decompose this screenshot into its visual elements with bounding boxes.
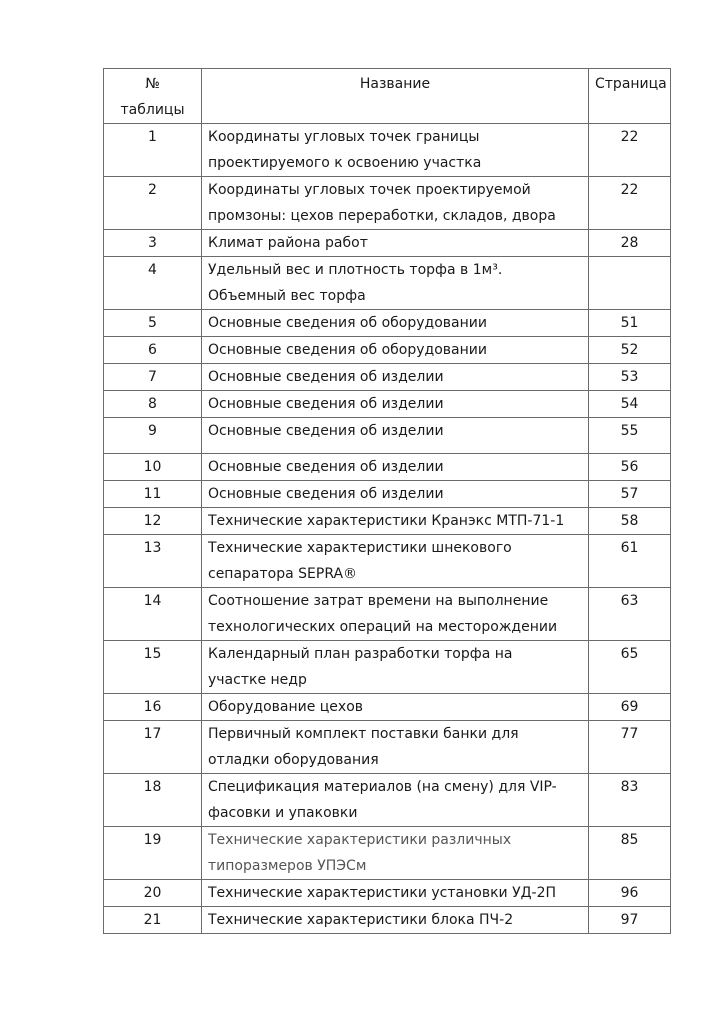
row-page-cell <box>589 337 671 364</box>
row-title-cell <box>202 641 589 694</box>
table-row <box>104 418 671 454</box>
table-row <box>104 257 671 310</box>
row-page-number: 96 <box>620 885 639 901</box>
table-row <box>104 694 671 721</box>
row-number: 10 <box>143 459 162 475</box>
row-page-number: 83 <box>620 779 639 795</box>
row-page-cell <box>589 230 671 257</box>
row-number: 14 <box>143 593 162 609</box>
row-title-cell <box>202 481 589 508</box>
row-page-cell <box>589 641 671 694</box>
row-page-cell <box>589 588 671 641</box>
header-number-cell <box>104 69 202 124</box>
row-title-line: сепаратора SEPRA® <box>208 566 358 582</box>
row-title-line: Оборудование цехов <box>208 699 364 715</box>
row-number-cell <box>104 535 202 588</box>
table-body <box>104 69 671 934</box>
row-title-line: Технические характеристики Кранэкс МТП-71-1 <box>208 513 565 529</box>
header-number-label: таблицы <box>120 102 185 118</box>
row-title-cell <box>202 535 589 588</box>
row-number-cell <box>104 337 202 364</box>
row-title-line: Удельный вес и плотность торфа в 1м³. <box>208 262 503 278</box>
row-title-line: Координаты угловых точек границы <box>208 129 480 145</box>
row-page-number: 77 <box>620 726 639 742</box>
row-number: 15 <box>143 646 162 662</box>
row-page-number: 97 <box>620 912 639 928</box>
row-title-line: Первичный комплект поставки банки для <box>208 726 519 742</box>
row-title-line: Климат района работ <box>208 235 368 251</box>
row-page-cell <box>589 721 671 774</box>
row-title-cell <box>202 774 589 827</box>
table-row <box>104 454 671 481</box>
row-title-line: Технические характеристики различных <box>208 832 512 848</box>
row-number-cell <box>104 508 202 535</box>
row-page-cell <box>589 907 671 934</box>
row-title-line: Основные сведения об изделии <box>208 486 444 502</box>
row-title-line: Технические характеристики блока ПЧ-2 <box>208 912 514 928</box>
row-title-cell <box>202 454 589 481</box>
row-number: 21 <box>143 912 162 928</box>
row-title-cell <box>202 827 589 880</box>
row-title-cell <box>202 508 589 535</box>
row-number: 18 <box>143 779 162 795</box>
row-page-cell <box>589 508 671 535</box>
row-page-number: 85 <box>620 832 639 848</box>
row-number: 4 <box>148 262 157 278</box>
row-title-cell <box>202 721 589 774</box>
row-title-cell <box>202 588 589 641</box>
row-title-cell <box>202 257 589 310</box>
row-number-cell <box>104 880 202 907</box>
row-title-line: Основные сведения об оборудовании <box>208 342 487 358</box>
table-row <box>104 588 671 641</box>
row-page-number: 56 <box>620 459 639 475</box>
row-page-cell <box>589 391 671 418</box>
row-title-line: Основные сведения об оборудовании <box>208 315 487 331</box>
row-title-cell <box>202 880 589 907</box>
row-title-line: Соотношение затрат времени на выполнение <box>208 593 549 609</box>
row-page-cell <box>589 124 671 177</box>
table-row <box>104 827 671 880</box>
row-page-number: 52 <box>620 342 639 358</box>
row-title-line: фасовки и упаковки <box>208 805 358 821</box>
table-row <box>104 391 671 418</box>
row-title-line: участке недр <box>208 672 307 688</box>
list-of-tables <box>103 68 671 934</box>
row-title-line: Объемный вес торфа <box>208 288 366 304</box>
row-title-cell <box>202 177 589 230</box>
table-row <box>104 721 671 774</box>
row-title-cell <box>202 694 589 721</box>
row-number-cell <box>104 454 202 481</box>
row-title-cell <box>202 230 589 257</box>
header-name-cell <box>202 69 589 124</box>
row-number: 8 <box>148 396 157 412</box>
row-page-cell <box>589 177 671 230</box>
row-title-cell <box>202 907 589 934</box>
table-row <box>104 337 671 364</box>
row-number: 16 <box>143 699 162 715</box>
row-title-cell <box>202 418 589 454</box>
row-number: 5 <box>148 315 157 331</box>
row-page-number: 61 <box>620 540 639 556</box>
row-number: 17 <box>143 726 162 742</box>
row-number: 1 <box>148 129 157 145</box>
row-number-cell <box>104 827 202 880</box>
row-number-cell <box>104 774 202 827</box>
row-title-line: Спецификация материалов (на смену) для VIP- <box>208 779 557 795</box>
row-page-cell <box>589 535 671 588</box>
row-number-cell <box>104 310 202 337</box>
table-row <box>104 508 671 535</box>
row-title-line: Основные сведения об изделии <box>208 396 444 412</box>
row-number-cell <box>104 230 202 257</box>
row-page-number: 53 <box>620 369 639 385</box>
table-row <box>104 230 671 257</box>
row-number-cell <box>104 391 202 418</box>
table-row <box>104 907 671 934</box>
table-row <box>104 124 671 177</box>
row-page-cell <box>589 694 671 721</box>
row-number: 11 <box>143 486 162 502</box>
row-number-cell <box>104 364 202 391</box>
row-number-cell <box>104 257 202 310</box>
row-title-line: Календарный план разработки торфа на <box>208 646 513 662</box>
table-row <box>104 535 671 588</box>
header-name-label: Название <box>359 76 431 92</box>
row-title-line: типоразмеров УПЭСм <box>208 858 367 874</box>
row-page-number: 54 <box>620 396 639 412</box>
table-row <box>104 481 671 508</box>
row-page-cell <box>589 310 671 337</box>
row-page-number: 28 <box>620 235 639 251</box>
row-page-cell <box>589 481 671 508</box>
row-number: 3 <box>148 235 157 251</box>
row-page-number: 51 <box>620 315 639 331</box>
row-number: 9 <box>148 423 157 439</box>
row-page-cell <box>589 880 671 907</box>
row-page-cell <box>589 364 671 391</box>
row-page-number: 57 <box>620 486 639 502</box>
row-title-cell <box>202 124 589 177</box>
row-number-cell <box>104 694 202 721</box>
row-number-cell <box>104 907 202 934</box>
row-title-cell <box>202 364 589 391</box>
table-row <box>104 177 671 230</box>
row-title-line: Основные сведения об изделии <box>208 423 444 439</box>
row-number-cell <box>104 418 202 454</box>
row-number-cell <box>104 588 202 641</box>
row-page-number: 22 <box>620 129 639 145</box>
row-title-line: Основные сведения об изделии <box>208 459 444 475</box>
row-page-cell <box>589 454 671 481</box>
row-title-line: Основные сведения об изделии <box>208 369 444 385</box>
header-page-cell <box>589 69 671 124</box>
row-page-cell <box>589 827 671 880</box>
table-row <box>104 310 671 337</box>
table-row <box>104 364 671 391</box>
row-page-number: 55 <box>620 423 639 439</box>
table-row <box>104 774 671 827</box>
table-header-row <box>104 69 671 124</box>
row-page-cell <box>589 418 671 454</box>
row-number-cell <box>104 481 202 508</box>
row-title-cell <box>202 337 589 364</box>
row-number: 6 <box>148 342 157 358</box>
row-page-number: 63 <box>620 593 639 609</box>
row-number-cell <box>104 177 202 230</box>
row-title-line: технологических операций на месторождении <box>208 619 558 635</box>
row-page-number: 65 <box>620 646 639 662</box>
row-page-cell <box>589 257 671 310</box>
row-title-line: отладки оборудования <box>208 752 379 768</box>
row-title-line: промзоны: цехов переработки, складов, двора <box>208 208 556 224</box>
row-title-line: Координаты угловых точек проектируемой <box>208 182 531 198</box>
table-row <box>104 641 671 694</box>
row-number: 19 <box>143 832 162 848</box>
row-page-cell <box>589 774 671 827</box>
row-title-cell <box>202 391 589 418</box>
row-number-cell <box>104 124 202 177</box>
row-page-number: 69 <box>620 699 639 715</box>
row-page-number: 22 <box>620 182 639 198</box>
row-number-cell <box>104 721 202 774</box>
row-title-line: Технические характеристики шнекового <box>208 540 512 556</box>
table-row <box>104 880 671 907</box>
row-title-line: Технические характеристики установки УД-2П <box>208 885 557 901</box>
row-number-cell <box>104 641 202 694</box>
header-page-label: Страница <box>595 76 667 92</box>
row-number: 2 <box>148 182 157 198</box>
row-title-cell <box>202 310 589 337</box>
row-number: 7 <box>148 369 157 385</box>
row-number: 12 <box>143 513 162 529</box>
row-number: 13 <box>143 540 162 556</box>
row-title-line: проектируемого к освоению участка <box>208 155 482 171</box>
row-number: 20 <box>143 885 162 901</box>
header-number-symbol: № <box>145 76 160 92</box>
row-page-number: 58 <box>620 513 639 529</box>
